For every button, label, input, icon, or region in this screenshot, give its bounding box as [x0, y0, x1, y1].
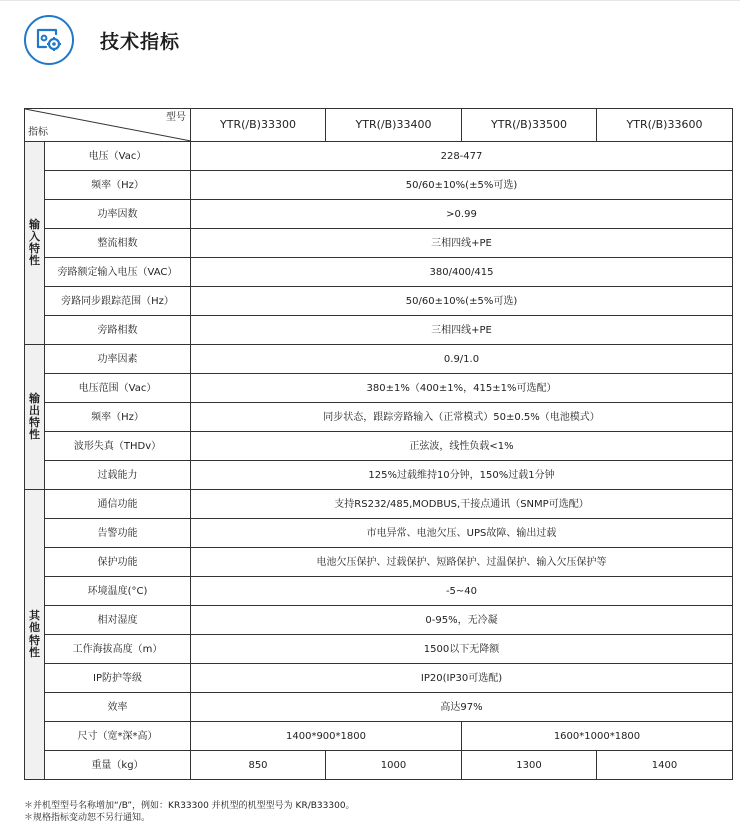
- index-header-label: 指标: [28, 127, 48, 138]
- row-value: 125%过载维持10分钟，150%过载1分钟: [191, 461, 733, 490]
- row-value: -5~40: [191, 577, 733, 606]
- row-value: 高达97%: [191, 693, 733, 722]
- row-label: 功率因素: [45, 345, 191, 374]
- table-row: [25, 519, 733, 548]
- row-label: 保护功能: [45, 548, 191, 577]
- table-row: [25, 751, 733, 780]
- row-value: 三相四线+PE: [191, 316, 733, 345]
- row-value: 380/400/415: [191, 258, 733, 287]
- table-row: [25, 461, 733, 490]
- row-value: 0.9/1.0: [191, 345, 733, 374]
- row-label: 过载能力: [45, 461, 191, 490]
- table-row: [25, 722, 733, 751]
- row-value: IP20(IP30可选配): [191, 664, 733, 693]
- model-header: YTR(/B)33400: [326, 109, 462, 142]
- row-value: 1300: [462, 751, 597, 780]
- row-label: IP防护等级: [45, 664, 191, 693]
- row-label: 功率因数: [45, 200, 191, 229]
- row-value: 三相四线+PE: [191, 229, 733, 258]
- table-row: [25, 490, 733, 519]
- model-header: YTR(/B)33500: [462, 109, 597, 142]
- row-value: 0-95%，无冷凝: [191, 606, 733, 635]
- footnote: ＊规格指标变动恕不另行通知。: [24, 813, 151, 823]
- table-row: [25, 548, 733, 577]
- table-header-row: [25, 109, 733, 142]
- page-title: 技术指标: [100, 30, 181, 53]
- row-label: 旁路相数: [45, 316, 191, 345]
- model-header-label: 型号: [166, 112, 186, 123]
- row-label: 重量（kg）: [45, 751, 191, 780]
- row-value: 正弦波，线性负载<1%: [191, 432, 733, 461]
- row-value: 50/60±10%(±5%可选): [191, 287, 733, 316]
- row-label: 告警功能: [45, 519, 191, 548]
- row-label: 工作海拔高度（m）: [45, 635, 191, 664]
- table-row: [25, 345, 733, 374]
- table-row: [25, 577, 733, 606]
- row-label: 电压（Vac）: [45, 142, 191, 171]
- table-row: [25, 664, 733, 693]
- table-row: [25, 287, 733, 316]
- row-value: 228-477: [191, 142, 733, 171]
- model-header: YTR(/B)33600: [597, 109, 733, 142]
- row-label: 波形失真（THDv）: [45, 432, 191, 461]
- row-label: 整流相数: [45, 229, 191, 258]
- row-value: 1000: [326, 751, 462, 780]
- row-value: 50/60±10%(±5%可选): [191, 171, 733, 200]
- row-label: 环境温度(°C): [45, 577, 191, 606]
- table-row: [25, 229, 733, 258]
- row-value: 1400: [597, 751, 733, 780]
- corner-cell: [25, 109, 191, 142]
- table-row: [25, 374, 733, 403]
- group-input: 输入特性: [25, 142, 45, 345]
- row-label: 通信功能: [45, 490, 191, 519]
- group-other: 其他特性: [25, 490, 45, 780]
- gear-screen-icon: [24, 15, 74, 65]
- table-row: [25, 606, 733, 635]
- row-value: 市电异常、电池欠压、UPS故障、输出过载: [191, 519, 733, 548]
- row-value: 同步状态，跟踪旁路输入（正常模式）50±0.5%（电池模式）: [191, 403, 733, 432]
- row-value: 电池欠压保护、过载保护、短路保护、过温保护、输入欠压保护等: [191, 548, 733, 577]
- row-label: 效率: [45, 693, 191, 722]
- top-divider: [0, 0, 740, 1]
- spec-table: [24, 108, 733, 780]
- row-label: 频率（Hz）: [45, 171, 191, 200]
- row-label: 频率（Hz）: [45, 403, 191, 432]
- footnote: ＊并机型型号名称增加“/B”，例如：KR33300 并机型的机型型号为 KR/B33300。: [24, 801, 355, 811]
- row-label: 旁路同步跟踪范围（Hz）: [45, 287, 191, 316]
- row-label: 相对湿度: [45, 606, 191, 635]
- table-row: [25, 316, 733, 345]
- row-value: 1600*1000*1800: [462, 722, 733, 751]
- row-value: 380±1%（400±1%，415±1%可选配）: [191, 374, 733, 403]
- row-value: 支持RS232/485,MODBUS,干接点通讯（SNMP可选配）: [191, 490, 733, 519]
- table-row: [25, 635, 733, 664]
- row-label: 旁路额定输入电压（VAC）: [45, 258, 191, 287]
- table-row: [25, 142, 733, 171]
- group-output: 输出特性: [25, 345, 45, 490]
- table-row: [25, 403, 733, 432]
- table-row: [25, 693, 733, 722]
- table-row: [25, 432, 733, 461]
- page-header: [24, 14, 180, 66]
- row-value: 1500以下无降额: [191, 635, 733, 664]
- footnotes: [24, 800, 355, 824]
- model-header: YTR(/B)33300: [191, 109, 326, 142]
- row-value: 850: [191, 751, 326, 780]
- table-row: [25, 200, 733, 229]
- row-value: 1400*900*1800: [191, 722, 462, 751]
- row-label: 尺寸（宽*深*高）: [45, 722, 191, 751]
- table-row: [25, 171, 733, 200]
- row-label: 电压范围（Vac）: [45, 374, 191, 403]
- table-row: [25, 258, 733, 287]
- row-value: >0.99: [191, 200, 733, 229]
